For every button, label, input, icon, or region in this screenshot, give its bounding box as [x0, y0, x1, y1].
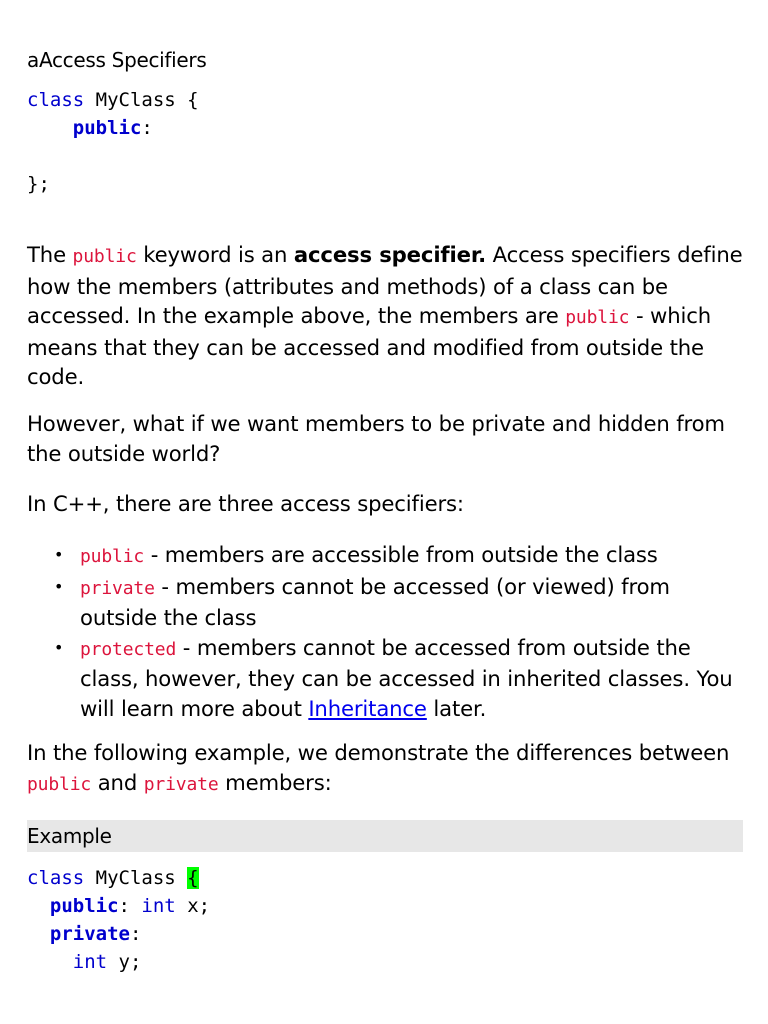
code-indent: [27, 923, 50, 945]
paragraph-example-intro: [27, 738, 743, 799]
code-close-brace: };: [27, 173, 50, 195]
code-keyword-class: class: [27, 89, 85, 111]
example-header: [27, 820, 743, 852]
list-item: [27, 540, 743, 572]
text-span: The: [27, 242, 73, 267]
code-variable-x: x;: [175, 895, 211, 917]
inline-code-private: private: [80, 577, 155, 599]
paragraph-private-question: However, what if we want members to be private and hidden from the outside world?: [27, 411, 725, 466]
inline-code-protected: protected: [80, 638, 177, 660]
bullet-icon: •: [54, 576, 64, 596]
code-indent: [27, 117, 73, 139]
bullet-icon: •: [54, 637, 64, 657]
text-span: members:: [218, 769, 332, 795]
text-span: In the following example, we demonstrate the differences between: [27, 740, 730, 765]
bold-term: access specifier.: [293, 242, 487, 267]
code-variable-y: y;: [107, 951, 142, 973]
paragraph-access-specifier: [27, 240, 743, 392]
text-span: - which means that they can be accessed and modified from outside the code.: [27, 303, 711, 390]
code-block-example: [27, 864, 210, 976]
list-item: [27, 633, 743, 724]
inline-code-public: public: [27, 773, 92, 795]
code-class-name: MyClass {: [84, 89, 199, 111]
specifier-list: [27, 540, 743, 724]
code-colon: :: [118, 895, 142, 917]
text-span: Access specifiers define how the members (attributes and methods) of a class can be accessed. In the example above, the members are: [27, 242, 743, 329]
text-span: keyword is an: [136, 242, 294, 267]
code-keyword-int: int: [72, 951, 108, 973]
code-highlighted-brace: {: [187, 867, 199, 889]
inline-code-public: public: [565, 307, 630, 329]
code-keyword-int: int: [141, 895, 176, 917]
inline-code-private: private: [143, 773, 219, 795]
page-title: aAccess Specifiers: [27, 48, 207, 72]
inheritance-link[interactable]: Inheritance: [308, 695, 427, 721]
list-item-text: - members cannot be accessed from outside the class, however, they can be accessed in inherited classes. You will learn more about: [80, 634, 733, 721]
code-block-intro: [27, 86, 199, 198]
code-keyword-class: class: [27, 867, 85, 889]
code-indent: [27, 951, 73, 973]
code-keyword-public: public: [49, 895, 119, 917]
code-colon: :: [141, 117, 153, 139]
example-label: Example: [27, 824, 112, 848]
code-keyword-private: private: [49, 923, 130, 945]
code-colon: :: [129, 923, 142, 945]
list-item-text: later.: [426, 695, 487, 721]
paragraph-three-specifiers: In C++, there are three access specifiers:: [27, 491, 464, 516]
inline-code-public: public: [72, 246, 137, 267]
text-span: and: [91, 769, 144, 795]
inline-code-public: public: [80, 546, 145, 567]
list-item: [27, 572, 743, 633]
code-class-name: MyClass: [84, 867, 188, 889]
code-keyword-public: public: [72, 117, 142, 139]
list-item-text: - members are accessible from outside the class: [144, 542, 658, 567]
bullet-icon: •: [54, 545, 64, 564]
list-item-text: - members cannot be accessed (or viewed) from outside the class: [80, 573, 670, 631]
code-indent: [27, 895, 50, 917]
